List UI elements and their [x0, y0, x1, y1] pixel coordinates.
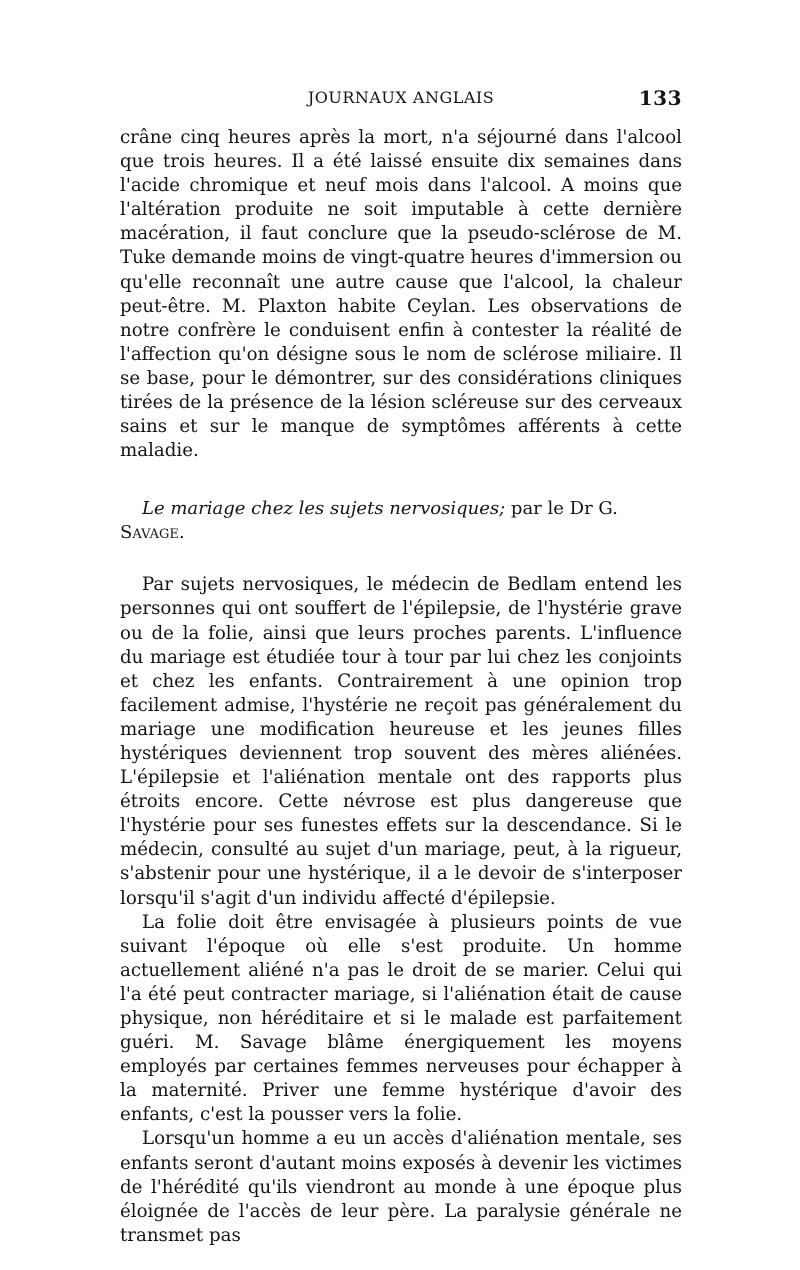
running-title: JOURNAUX ANGLAIS: [307, 88, 495, 107]
paragraph-nervosiques: Par sujets nervosiques, le médecin de Bedlam entend les personnes qui ont souffert de l'épilepsie, de l'hystérie grave ou de la folie, ainsi que leurs proches parents. L'influence du mariage est étudiée tour à tour par lui chez les conjoints et chez les enfants. Contrairement à une opinion trop facilement admise, l'hystérie ne reçoit pas généralement du mariage une modification heureuse et les jeunes filles hystériques deviennent trop souvent des mères aliénées. L'épilepsie et l'aliénation mentale ont des rapports plus étroits encore. Cette névrose est plus dangereuse que l'hystérie pour ses funestes effets sur la descendance. Si le médecin, consulté au sujet d'un mariage, peut, à la rigueur, s'abstenir pour une hystérique, il a le devoir de s'interposer lorsqu'il s'agit d'un individu affecté d'épilepsie.: [120, 574, 682, 909]
article-byline: par le Dr G.: [505, 498, 618, 520]
paragraph-continuation: crâne cinq heures après la mort, n'a séjourné dans l'alcool que trois heures. Il a été laissé ensuite dix semaines dans l'acide chromique et neuf mois dans l'alcool. A moins que l'altération produite ne soit imputable à cette dernière macération, il faut conclure que la pseudo-sclérose de M. Tuke demande moins de vingt-quatre heures d'immersion ou qu'elle reconnaît une autre cause que l'alcool, la chaleur peut-être. M. Plaxton habite Ceylan. Les observations de notre confrère le conduisent enfin à contester la réalité de l'affection qu'on désigne sous le nom de sclérose miliaire. Il se base, pour le démontrer, sur des considérations cliniques tirées de la présence de la lésion scléreuse sur des cerveaux sains et sur le manque de symptômes afférents à cette maladie.: [120, 127, 682, 462]
running-head: [120, 88, 682, 118]
paragraph-heredite: Lorsqu'un homme a eu un accès d'aliénation mentale, ses enfants seront d'autant moins exposés à devenir les victimes de l'hérédité qu'ils viendront au monde à une époque plus éloignée de l'accès de leur père. La paralysie générale ne transmet pas: [120, 1128, 682, 1246]
page-number: 133: [638, 86, 682, 110]
article-title: Le mariage chez les sujets nervosiques;: [142, 498, 506, 520]
paragraph-folie: La folie doit être envisagée à plusieurs points de vue suivant l'époque où elle s'est produite. Un homme actuellement aliéné n'a pas le droit de se marier. Celui qui l'a été peut contracter mariage, si l'aliénation était de cause physique, non héréditaire et si le malade est parfaitement guéri. M. Savage blâme énergiquement les moyens employés par certaines femmes nerveuses pour échapper à la maternité. Priver une femme hystérique d'avoir des enfants, c'est la pousser vers la folie.: [120, 911, 682, 1126]
book-page: [120, 88, 682, 1248]
section-title: [120, 497, 682, 545]
article-author: Savage.: [120, 522, 185, 544]
